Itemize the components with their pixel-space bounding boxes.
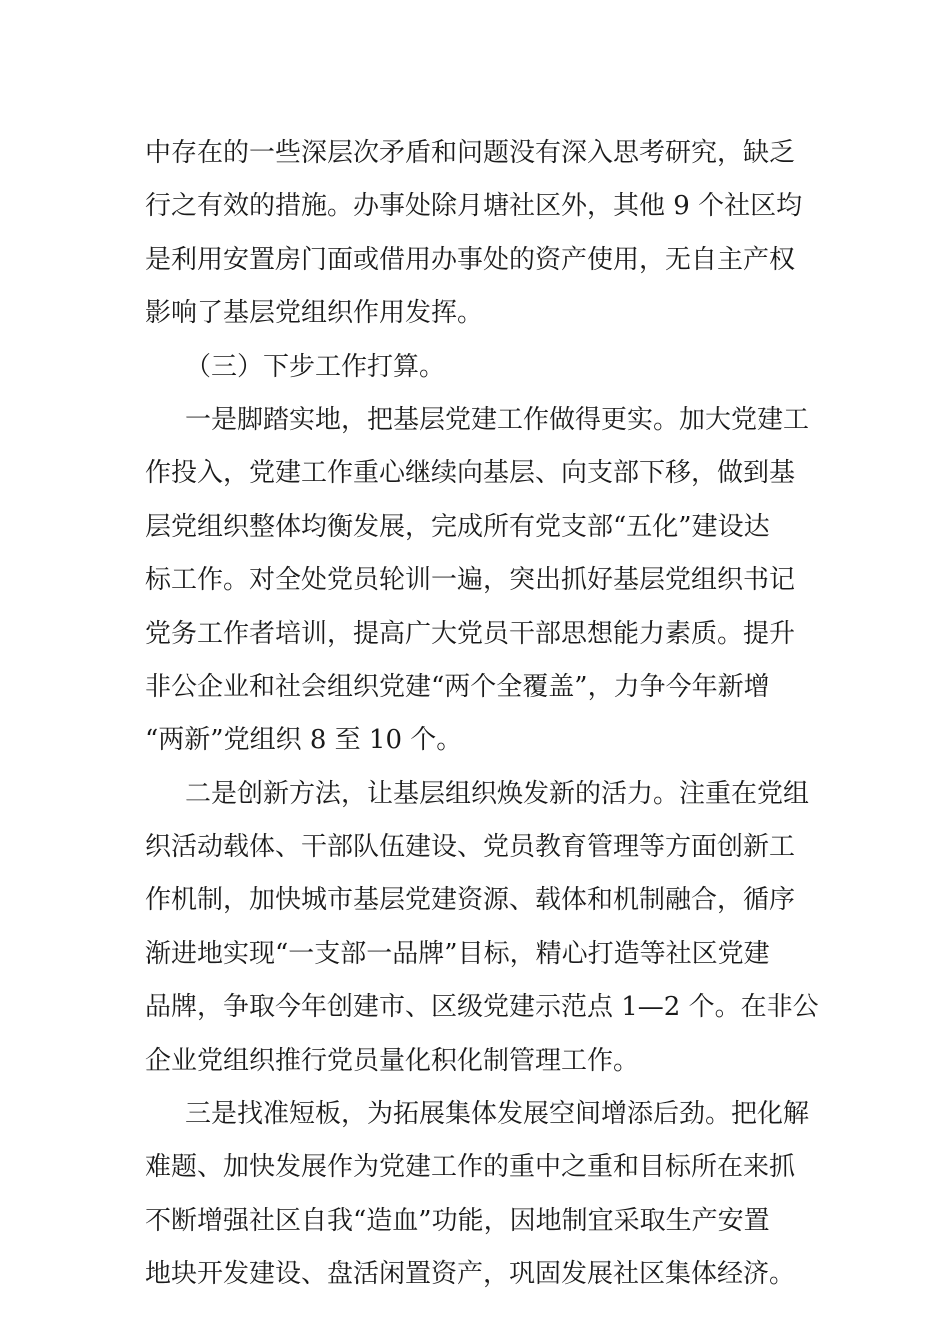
text-line: 行之有效的措施。办事处除月塘社区外，其他 9 个社区均 [145,191,803,222]
text-line: 标工作。对全处党员轮训一遍，突出抓好基层党组织书记 [145,565,796,596]
text-line: 非公企业和社会组织党建“两个全覆盖”，力争今年新增 [145,671,770,702]
text-line: “两新”党组织 8 至 10 个。 [145,725,463,756]
text-line: 品牌，争取今年创建市、区级党建示范点 1—2 个。在非公 [145,992,819,1023]
text-line: 党务工作者培训，提高广大党员干部思想能力素质。提升 [145,618,796,649]
text-line: 二是创新方法，让基层组织焕发新的活力。注重在党组 [185,778,810,809]
text-line: 作投入，党建工作重心继续向基层、向支部下移，做到基 [145,458,796,489]
text-line: 中存在的一些深层次矛盾和问题没有深入思考研究，缺乏 [145,138,796,168]
body-text [145,127,817,1302]
section-heading: （三）下步工作打算。 [185,351,446,382]
text-line: 织活动载体、干部队伍建设、党员教育管理等方面创新工 [145,832,796,863]
text-line: 地块开发建设、盘活闲置资产，巩固发展社区集体经济。 [145,1259,796,1290]
text-line: 三是找准短板，为拓展集体发展空间增添后劲。把化解 [185,1099,810,1130]
text-line: 作机制，加快城市基层党建资源、载体和机制融合，循序 [145,885,796,916]
text-line: 层党组织整体均衡发展，完成所有党支部“五化”建设达 [145,511,770,542]
text-line: 企业党组织推行党员量化积化制管理工作。 [145,1045,640,1076]
text-line: 难题、加快发展作为党建工作的重中之重和目标所在来抓 [145,1152,796,1183]
text-line: 是利用安置房门面或借用办事处的资产使用，无自主产权 [145,244,796,275]
text-line: 一是脚踏实地，把基层党建工作做得更实。加大党建工 [185,404,810,435]
text-line: 不断增强社区自我“造血”功能，因地制宜采取生产安置 [145,1205,770,1236]
text-line: 影响了基层党组织作用发挥。 [145,298,484,329]
text-line: 渐进地实现“一支部一品牌”目标，精心打造等社区党建 [145,938,770,969]
